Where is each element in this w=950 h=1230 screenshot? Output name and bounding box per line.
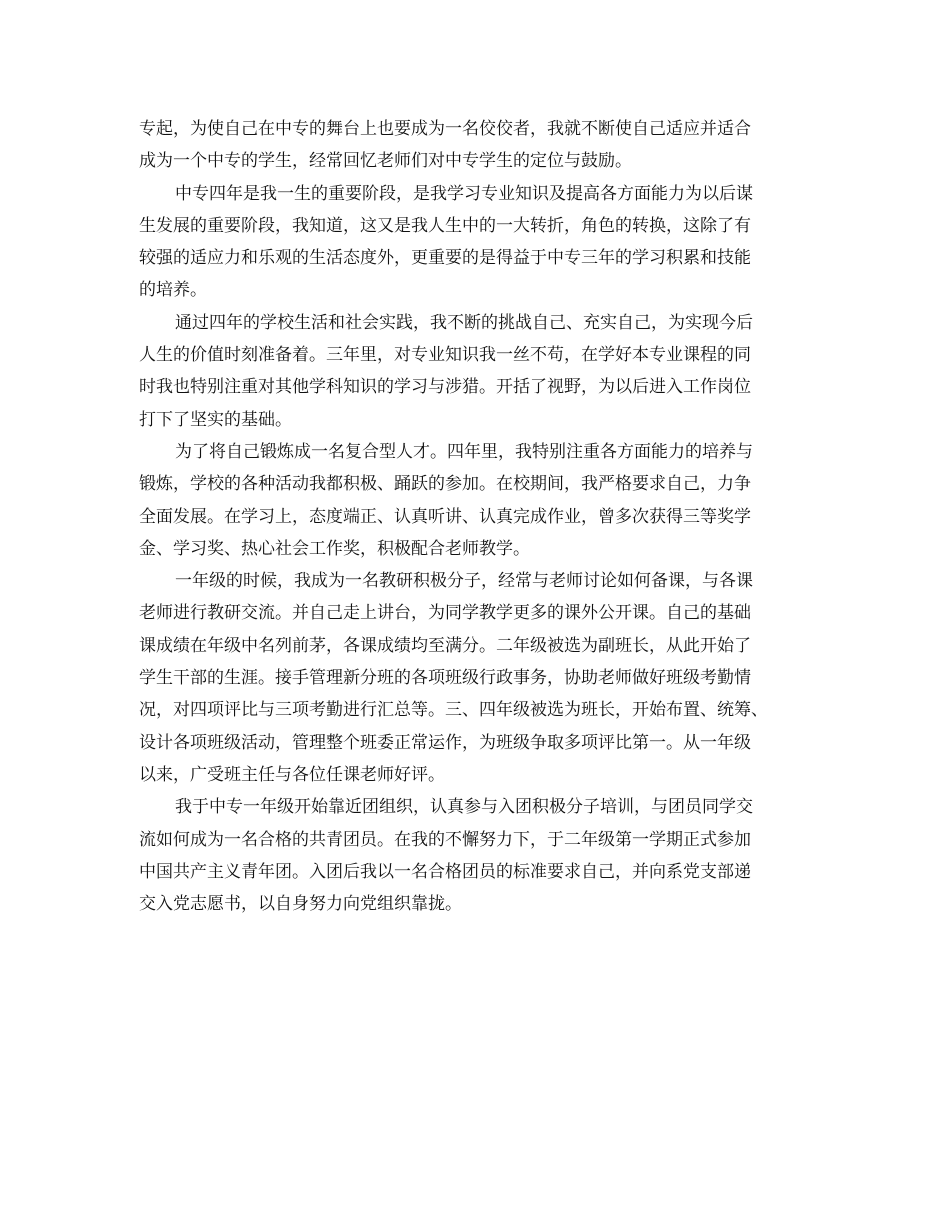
text-line: 全面发展。在学习上，态度端正、认真听讲、认真完成作业，曾多次获得三等奖学 (139, 506, 751, 527)
text-line: 流如何成为一名合格的共青团员。在我的不懈努力下，于二年级第一学期正式参加 (139, 829, 751, 850)
text-line: 的培养。 (139, 280, 207, 301)
text-line: 交入党志愿书，以自身努力向党组织靠拢。 (139, 894, 462, 915)
text-line: 锻炼，学校的各种活动我都积极、踊跃的参加。在校期间，我严格要求自己，力争 (139, 474, 751, 495)
text-line: 专起，为使自己在中专的舞台上也要成为一名佼佼者，我就不断使自己适应并适合 (139, 119, 751, 139)
text-line: 较强的适应力和乐观的生活态度外，更重要的是得益于中专三年的学习积累和技能 (139, 248, 751, 269)
text-line: 金、学习奖、热心社会工作奖，积极配合老师教学。 (139, 538, 530, 559)
text-line: 时我也特别注重对其他学科知识的学习与涉猎。开括了视野，为以后进入工作岗位 (139, 377, 751, 398)
text-line: 人生的价值时刻准备着。三年里，对专业知识我一丝不苟，在学好本专业课程的同 (139, 345, 751, 366)
paragraph-first-line: 中专四年是我一生的重要阶段，是我学习专业知识及提高各方面能力为以后谋 (175, 183, 753, 204)
text-line: 况，对四项评比与三项考勤进行汇总等。三、四年级被选为班长，开始布置、统筹、 (139, 700, 768, 721)
text-line: 成为一个中专的学生，经常回忆老师们对中专学生的定位与鼓励。 (139, 151, 632, 172)
paragraph-first-line: 一年级的时候，我成为一名教研积极分子，经常与老师讨论如何备课，与各课 (175, 571, 753, 592)
text-line: 老师进行教研交流。并自己走上讲台，为同学教学更多的课外公开课。自己的基础 (139, 603, 751, 624)
paragraph-first-line: 通过四年的学校生活和社会实践，我不断的挑战自己、充实自己，为实现今后 (175, 312, 753, 333)
text-line: 课成绩在年级中名列前茅，各课成绩均至满分。二年级被选为副班长，从此开始了 (139, 635, 751, 656)
text-line: 生发展的重要阶段，我知道，这又是我人生中的一大转折，角色的转换，这除了有 (139, 215, 751, 236)
paragraph-first-line: 我于中专一年级开始靠近团组织，认真参与入团积极分子培训，与团员同学交 (175, 797, 753, 818)
text-line: 以来，广受班主任与各位任课老师好评。 (139, 764, 445, 785)
text-line: 设计各项班级活动，管理整个班委正常运作，为班级争取多项评比第一。从一年级 (139, 732, 751, 753)
document-body (139, 113, 813, 920)
text-line: 学生干部的生涯。接手管理新分班的各项班级行政事务，协助老师做好班级考勤情 (139, 668, 751, 689)
text-line: 中国共产主义青年团。入团后我以一名合格团员的标准要求自己，并向系党支部递 (139, 861, 751, 882)
text-line: 打下了坚实的基础。 (139, 409, 292, 430)
paragraph-first-line: 为了将自己锻炼成一名复合型人才。四年里，我特别注重各方面能力的培养与 (175, 441, 753, 462)
